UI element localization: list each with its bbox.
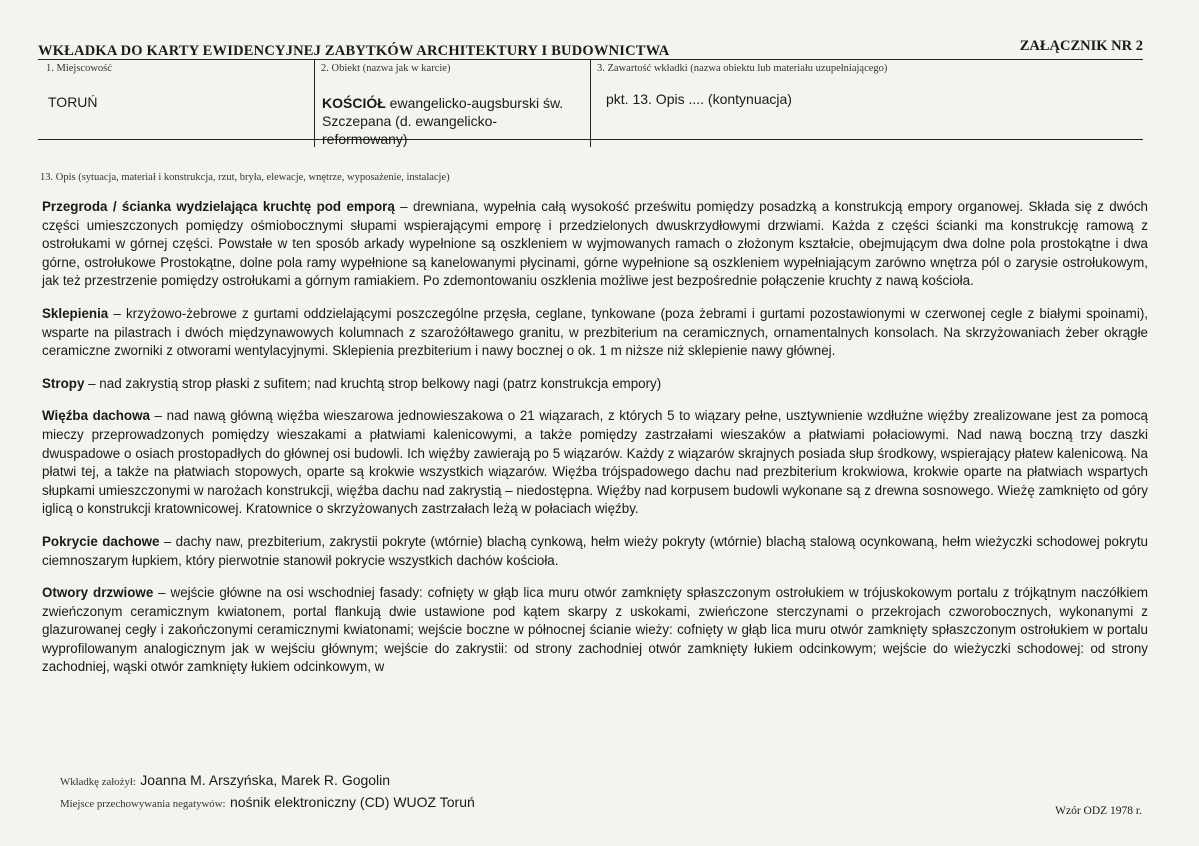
paragraph-text: – krzyżowo-żebrowe z gurtami oddzielającymi poszczególne przęsła, ceglane, tynkowane (poza żebrami i gurtami pozostawionymi w czerwonej cegle z białymi spoinami), wsparte na pilastrach i dwóch międzynawowych kolumnach z szarożółtawego granitu, w prezbiterium na ceramicznych, ornamentalnych konsolach. Na skrzyżowaniach żeber okrągłe ceramiczne zworniki z otworami wentylacyjnymi. Sklepienia prezbiterium i nawy bocznej o ok. 1 m niższe niż sklepienie nawy głównej. <box>42 305 1148 359</box>
object-type: KOŚCIÓŁ <box>322 95 386 111</box>
author-line <box>60 772 390 790</box>
paragraph-ceilings <box>42 375 1148 394</box>
paragraph-heading: Więźba dachowa <box>42 408 150 424</box>
storage-label: Miejsce przechowywania negatywów: <box>60 798 226 810</box>
author-label: Wkładkę założył: <box>60 776 136 788</box>
field-divider-2 <box>590 59 591 147</box>
contents-label: 3. Zawartość wkładki (nazwa obiektu lub materiału uzupełniającego) <box>597 63 888 74</box>
locality-label: 1. Miejscowość <box>46 63 112 74</box>
storage-line <box>60 794 475 812</box>
paragraph-text: – nad zakrystią strop płaski z sufitem; nad kruchtą strop belkowy nagi (patrz konstrukcja empory) <box>84 375 662 391</box>
paragraph-text: – nad nawą główną więźba wieszarowa jednowieszakowa o 21 wiązarach, z których 5 to wiązary pełne, usztywnienie wzdłużne więźby zrealizowane jest za pomocą mieczy przeprowadzonych pomiędzy wieszakami a płatwiami kalenicowymi, a także pomiędzy zastrzałami wieszaków a płatwiami połaciowymi. Nad nawą boczną trzy daszki dwuspadowe o osiach prostopadłych do głównej osi budowli. Ich więźby zawierają po 5 wiązarów. Każdy z wiązarów skrajnych posiada słup środkowy, wspierający płatew kalenicową. Na płatwi tej, a także na płatwiach stopowych, oparte są krokwie wszystkich wiązarów. Więźba trójspadowego dachu nad prezbiterium krokwiowa, krokwie oparte na płatwiach wspartych słupkami umieszczonymi w narożach konstrukcji, więźba dachu nad zakrystią – niedostępna. Więźby nad korpusem budowli wykonane są z drewna sosnowego. Wieżę zamknięto od góry iglicą o konstrukcji kratownicowej. Kratownice o skrzyżowanych zastrzałach leżą w połaciach więźby. <box>42 408 1148 517</box>
section-label: 13. Opis (sytuacja, materiał i konstrukcja, rzut, bryła, elewacje, wnętrze, wyposażenie, instalacje) <box>40 172 450 183</box>
description-body <box>42 198 1148 691</box>
paragraph-heading: Pokrycie dachowe <box>42 533 160 549</box>
field-divider-1 <box>314 59 315 147</box>
contents-value: pkt. 13. Opis .... (kontynuacja) <box>606 91 792 107</box>
paragraph-vaults <box>42 305 1148 361</box>
paragraph-roof-truss <box>42 407 1148 519</box>
paragraph-text: – wejście główne na osi wschodniej fasady: cofnięty w głąb lica muru otwór zamknięty spłaszczonym ostrołukiem w trójuskokowym portalu z trójkątnym naczółkiem zwieńczonym ceramicznym kwiatonem, portal flankują dwie ustawione pod kątem skarpy z uskokami, zwieńczone sterczynami o przekrojach czworobocznych, wykonanymi z glazurowanej cegły i zakończonymi ceramicznymi kwiatonami; wejście boczne w północnej ścianie wieży: cofnięty w głąb lica muru otwór zamknięty spłaszczonym ostrołukiem w portalu wyprofilowanym analogicznym jak w wejściu głównym; wejście do zakrystii: od strony zachodniej otwór zamknięty łukiem odcinkowym; wejście do wieżyczki schodowej: od strony zachodniej, wąski otwór zamknięty łukiem odcinkowym, w <box>42 585 1148 675</box>
object-value <box>322 94 580 148</box>
object-label: 2. Obiekt (nazwa jak w karcie) <box>321 63 451 74</box>
paragraph-text: – dachy naw, prezbiterium, zakrystii pokryte (wtórnie) blachą cynkową, hełm wieży pokryty (wtórnie) blachą stalową ocynkowaną, hełm wieżyczki schodowej pokrytu ciemnoszarym łupkiem, który pierwotnie stanowił pokrycie wszystkich dachów kościoła. <box>42 533 1148 568</box>
author-value: Joanna M. Arszyńska, Marek R. Gogolin <box>140 772 391 788</box>
paragraph-heading: Otwory drzwiowe <box>42 585 154 601</box>
paragraph-partition <box>42 198 1148 291</box>
form-title: WKŁADKA DO KARTY EWIDENCYJNEJ ZABYTKÓW ARCHITEKTURY I BUDOWNICTWA <box>38 43 670 59</box>
paragraph-roofing <box>42 533 1148 570</box>
storage-value: nośnik elektroniczny (CD) WUOZ Toruń <box>229 794 475 810</box>
paragraph-heading: Przegroda / ścianka wydzielająca kruchtę pod emporą <box>42 199 395 214</box>
paragraph-heading: Sklepienia <box>42 305 109 321</box>
paragraph-text: – drewniana, wypełnia całą wysokość prześwitu pomiędzy posadzką a konstrukcją empory organowej. Składa się z dwóch części umieszczonych pomiędzy ośmiobocznymi słupami wspierającymi emporę i przedzielonych dwuskrzydłowymi drzwiami. Każda z części ścianki ma konstrukcję ramową z ostrołukami w górnej części. Powstałe w ten sposób arkady wypełnione są oszkleniem w wyjmowanych ramach o złożonym kształcie, obejmującym dwa dolne pola prostokątne i dwa górne, ostrołukowe Prostokątne, dolne pola ramy wypełnione są kanelowanymi płycinami, górne wypełnione są oszkleniem wypełniającym zarówno wnętrza pól o zarysie ostrołukowym, jak też przestrzenie pomiędzy ostrołukami a górnym ramiakiem. Po zdemontowaniu oszklenia możliwe jest bezpośrednie połączenie kruchty z nawą kościoła. <box>42 199 1148 289</box>
object-description: ewangelicko-augsburski św. Szczepana (d. ewangelicko-reformowany) <box>322 95 564 147</box>
form-template-id: Wzór ODZ 1978 r. <box>1055 805 1142 817</box>
paragraph-doors <box>42 584 1148 677</box>
paragraph-heading: Stropy <box>42 375 85 391</box>
attachment-number: ZAŁĄCZNIK NR 2 <box>1019 38 1143 54</box>
locality-value: TORUŃ <box>48 94 98 110</box>
